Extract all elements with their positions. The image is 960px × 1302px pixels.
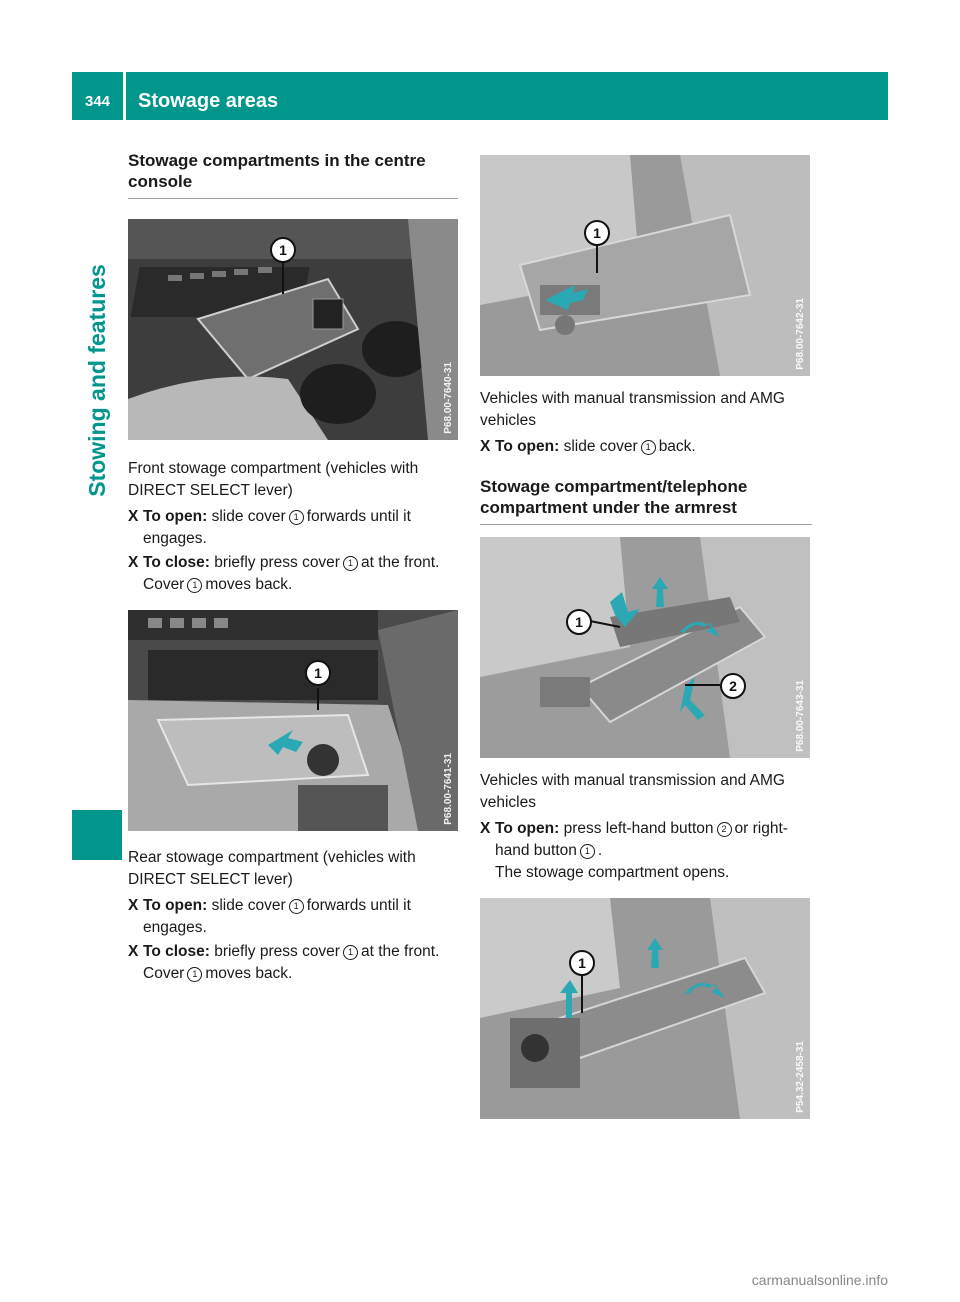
result-armrest: The stowage compartment opens. (495, 864, 730, 881)
ref-number: 1 (343, 945, 358, 960)
page-header (72, 72, 888, 120)
callout-1: 1 (584, 220, 610, 246)
side-tab (72, 120, 122, 820)
caption-rear-stowage: Rear stowage compartment (vehicles with DIRECT SELECT lever) (128, 849, 416, 888)
figure-code: P68.00-7641-31 (443, 753, 454, 825)
armrest-buttons-illustration (480, 537, 810, 758)
page-number: 344 (72, 72, 126, 120)
rear-stowage-illustration (128, 610, 458, 831)
section-title-centre-console: Stowage compartments in the centre console (128, 150, 458, 199)
ref-number: 1 (289, 899, 304, 914)
ref-number: 1 (343, 556, 358, 571)
step-open-rear: X To open: slide cover 1 forwards until it engages. (128, 897, 411, 936)
ref-number: 1 (187, 578, 202, 593)
figure-code: P68.00-7643-31 (795, 680, 806, 752)
figure-manual-cover (480, 155, 810, 376)
callout-1: 1 (569, 950, 595, 976)
figure-front-stowage (128, 219, 458, 440)
result-rear: Cover 1 moves back. (143, 965, 293, 982)
figure-code: P68.00-7640-31 (443, 362, 454, 434)
caption-manual-cover: Vehicles with manual transmission and AMG vehicles (480, 390, 785, 429)
left-column (128, 150, 458, 985)
manual-cover-illustration (480, 155, 810, 376)
ref-number: 1 (289, 510, 304, 525)
figure-armrest-buttons (480, 537, 810, 758)
section-title-armrest: Stowage compartment/telephone compartment under the armrest (480, 476, 812, 525)
side-tab-label: Stowing and features (83, 263, 110, 497)
ref-number: 1 (641, 440, 656, 455)
footer-watermark: carmanualsonline.info (751, 1272, 888, 1288)
figure-code: P54.32-2458-31 (795, 1041, 806, 1113)
ref-number: 1 (187, 967, 202, 982)
step-close-rear: X To close: briefly press cover 1 at the front. (128, 943, 440, 960)
figure-code: P68.00-7642-31 (795, 298, 806, 370)
caption-armrest: Vehicles with manual transmission and AMG vehicles (480, 772, 785, 811)
callout-1: 1 (270, 237, 296, 263)
step-open-front: X To open: slide cover 1 forwards until it engages. (128, 508, 411, 547)
callout-1: 1 (566, 609, 592, 635)
side-tab-marker (72, 810, 122, 860)
callout-1: 1 (305, 660, 331, 686)
result-front: Cover 1 moves back. (143, 576, 293, 593)
figure-armrest-open (480, 898, 810, 1119)
caption-front-stowage: Front stowage compartment (vehicles with DIRECT SELECT lever) (128, 460, 419, 499)
step-open-manual: X To open: slide cover 1 back. (480, 438, 696, 455)
chapter-title: Stowage areas (138, 89, 279, 112)
callout-2: 2 (720, 673, 746, 699)
step-open-armrest: X To open: press left-hand button 2 or right-hand button 1 . (480, 820, 788, 859)
step-close-front: X To close: briefly press cover 1 at the front. (128, 554, 440, 571)
armrest-open-illustration (480, 898, 810, 1119)
ref-number: 2 (717, 822, 732, 837)
ref-number: 1 (580, 844, 595, 859)
right-column (480, 155, 812, 1119)
figure-rear-stowage (128, 610, 458, 831)
